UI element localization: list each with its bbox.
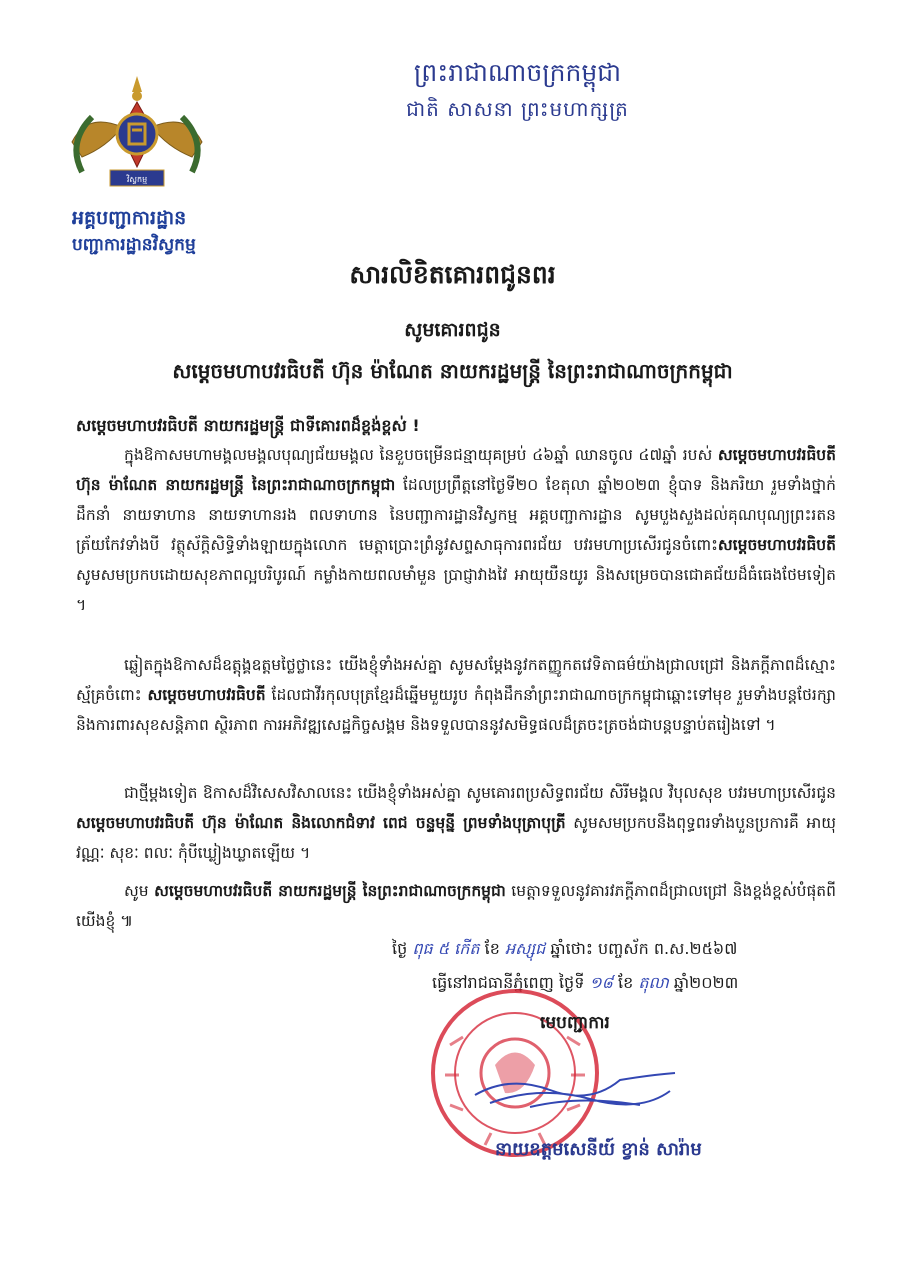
engineering-emblem-icon <box>62 72 212 202</box>
p1-bold-title: សម្តេចមហាបវរធិបតី <box>717 536 836 554</box>
paragraph-1 <box>76 440 836 620</box>
handwritten-signature <box>470 1055 680 1115</box>
lunar-day-value: ពុធ ៥ កើត <box>412 939 480 958</box>
lunar-month-label: ខែ <box>484 939 500 958</box>
p2-text-c: ដែលជាវីរកុលបុត្រខ្មែរដ៏ឆ្នើមមួយរូប កំពុងដឹកនាំព្រះរាជាណាចក្រកម្ពុជាឆ្ពោះទៅមុខ រួមទាំងបន្តថែរក្សា និងការពារសុខសន្តិភាព ស្ថិរភាព ការអភិវឌ្ឍសេដ្ឋកិច្ចសង្គម និងទទួលបាននូវសមិទ្ធផលដ៏ត្រចះត្រចង់ជាបន្តបន្ទាប់តរៀងទៅ ។ <box>76 686 836 734</box>
p3-bold-names: សម្តេចមហាបវរធិបតី ហ៊ុន ម៉ាណែត និងលោកជំទាវ ពេជ ចន្ទមុន្នី ព្រមទាំងបុត្រាបុត្រី <box>76 814 566 832</box>
lunar-day-label: ថ្ងៃ <box>392 939 408 958</box>
paragraph-4 <box>76 876 836 936</box>
unit-name-general: អគ្គបញ្ជាការដ្ឋាន <box>72 207 187 229</box>
emblem-banner: វិស្វកម្ម <box>126 175 148 184</box>
month-value: តុលា <box>638 973 669 992</box>
lunar-year: ឆ្នាំថោះ បញ្ចស័ក ព.ស.២៥៦៧ <box>550 939 738 958</box>
unit-name-engineering: បញ្ជាការដ្ឋានវិស្វកម្ម <box>72 235 196 255</box>
salutation: សម្តេចមហាបវរធិបតី នាយករដ្ឋមន្ត្រី ជាទីគោរពដ៏ខ្ពង់ខ្ពស់ ! <box>76 416 420 435</box>
p1-text-e: សូមសមប្រកបដោយសុខភាពល្អបរិបូរណ៍ កម្លាំងកាយពលមាំមួន ប្រាជ្ញាវាងវៃ អាយុយឺនយូរ និងសម្រេចបានជោគជ័យដ៏ធំធេងថែមទៀត ។ <box>76 566 836 614</box>
p4-text-c: មេត្តាទទួលនូវគារវភក្តីភាពដ៏ជ្រាលជ្រៅ និងខ្ពង់ខ្ពស់បំផុតពីយើងខ្ញុំ ៕ <box>76 882 836 930</box>
month-label: ខែ <box>617 973 634 992</box>
lunar-date <box>392 938 737 962</box>
national-motto: ជាតិ សាសនា ព្រះមហាក្សត្រ <box>406 97 629 121</box>
p1-bold-name: សម្តេចមហាបវរធិបតី ហ៊ុន ម៉ាណែត នាយករដ្ឋមន្ត្រី នៃព្រះរាជាណាចក្រកម្ពុជា <box>76 446 836 494</box>
day-value: ១៨ <box>589 973 613 992</box>
place-label: ធ្វើនៅរាជធានីភ្នំពេញ ថ្ងៃទី <box>432 973 585 992</box>
p3-text-a: ជាថ្មីម្តងទៀត ឱកាសដ៏វិសេសវិសាលនេះ យើងខ្ញុំទាំងអស់គ្នា សូមគោរពប្រសិទ្ធពរជ័យ សិរីមង្គល វិបុលសុខ បវរមហាប្រសើរជូន <box>124 784 836 802</box>
paragraph-3 <box>76 778 836 868</box>
signatory-title: មេបញ្ជាការ <box>540 1013 610 1033</box>
p2-text-a: ឆ្លៀតក្នុងឱកាសដ៏ឧត្តុង្គឧត្តមថ្លៃថ្លានេះ យើងខ្ញុំទាំងអស់គ្នា សូមសម្តែងនូវកតញ្ញូកតវេទិតាធម៌យ៉ាងជ្រាលជ្រៅ និងភក្តីភាពដ៏ស្មោះស្ម័គ្រចំពោះ <box>76 656 836 704</box>
paragraph-2 <box>76 650 836 740</box>
p1-text-c: ដែលប្រព្រឹត្តនៅថ្ងៃទី២០ ខែតុលា ឆ្នាំ២០២៣ ខ្ញុំបាទ និងភរិយា រួមទាំងថ្នាក់ដឹកនាំ នាយទាហាន នាយទាហានរង ពលទាហាន នៃបញ្ជាការដ្ឋានវិស្វកម្ម អគ្គបញ្ជាការដ្ឋាន សូមបួងសួងដល់គុណបុណ្យព្រះរតនត្រ័យកែវទាំងបី វត្ថុស័ក្តិសិទ្ធិទាំងឡាយក្នុងលោក មេត្តាប្រោះព្រំនូវសព្ទសាធុការពរជ័យ បវរមហាប្រសើរជូនចំពោះ <box>76 476 837 554</box>
p1-text-a: ក្នុងឱកាសមហាមង្គលមង្គលបុណ្យជ័យមង្គល នៃខួបចម្រើនជន្មាយុគម្រប់ ៤៦ឆ្នាំ ឈានចូល ៤៧ឆ្នាំ របស់ <box>124 446 713 464</box>
p2-bold-title: សម្តេចមហាបវរធិបតី <box>147 686 266 704</box>
p4-text-a: សូម <box>124 882 155 900</box>
year-value: ឆ្នាំ២០២៣ <box>673 973 739 992</box>
p4-bold-name: សម្តេចមហាបវរធិបតី នាយករដ្ឋមន្ត្រី នៃព្រះរាជាណាចក្រកម្ពុជា <box>154 882 506 900</box>
kingdom-name: ព្រះរាជាណាចក្រកម្ពុជា <box>413 58 622 87</box>
document-title: សារលិខិតគោរពជូនពរ <box>349 260 556 289</box>
lunar-month-value: អស្សុជ <box>504 939 546 958</box>
p3-text-c: សូមសមប្រកបនឹងពុទ្ធពរទាំងបួនប្រការគឺ អាយុ វណ្ណៈ សុខៈ ពលៈ កុំបីឃ្លៀងឃ្លាតឡើយ ។ <box>76 814 837 862</box>
signatory-name: នាយឧត្តមសេនីយ៍ ខ្វាន់ សារ៉ាម <box>495 1139 702 1160</box>
addressee-heading: សូមគោរពជូន <box>404 319 501 341</box>
addressee-name: សម្តេចមហាបវរធិបតី ហ៊ុន ម៉ាណែត នាយករដ្ឋមន្ត្រី នៃព្រះរាជាណាចក្រកម្ពុជា <box>172 359 733 383</box>
